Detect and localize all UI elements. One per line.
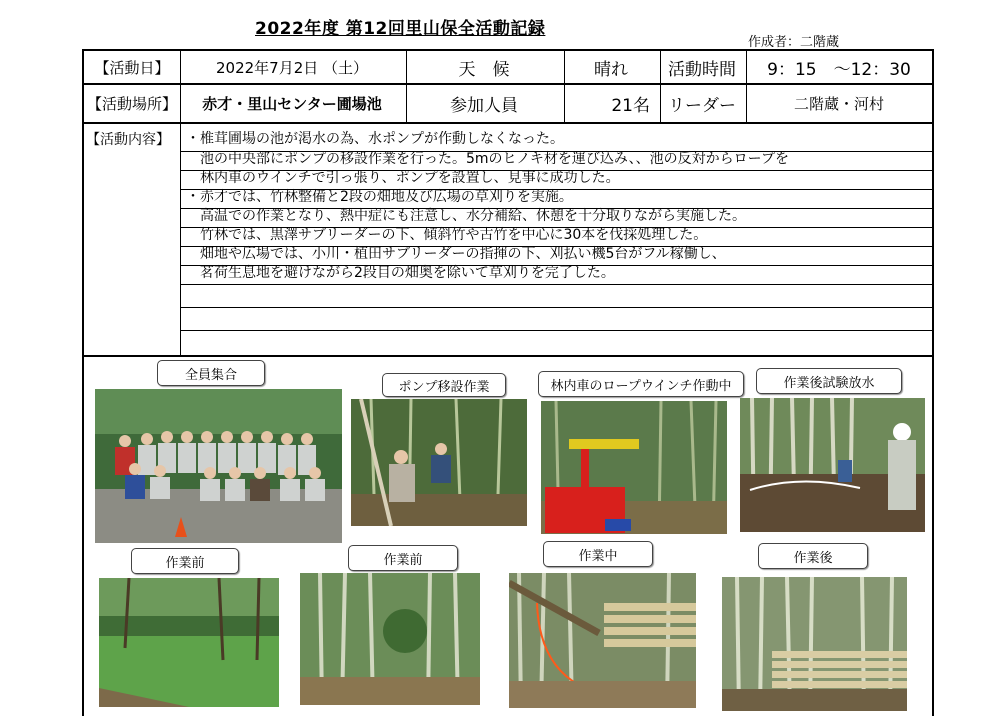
content-line-6: 竹林では、黒澤サブリーダーの下、傾斜竹や古竹を中心に30本を伐採処理した。 bbox=[186, 227, 708, 243]
leader-value: 二階蔵・河村 bbox=[793, 95, 884, 113]
leader-label: リーダー bbox=[668, 96, 736, 116]
content-line-7: 畑地や広場では、小川・植田サブリーダーの指揮の下、刈払い機5台がフル稼働し、 bbox=[186, 246, 726, 262]
content-line-3: 林内車のウインチで引っ張り、ポンプを設置し、見事に成功した。 bbox=[186, 170, 620, 186]
during-photo bbox=[509, 573, 696, 708]
place-value: 赤才・里山センター圃場池 bbox=[202, 95, 382, 113]
content-line-5: 高温での作業となり、熱中症にも注意し、水分補給、休憩を十分取りながら実施した。 bbox=[186, 208, 746, 224]
caption-before-2: 作業前 bbox=[348, 545, 458, 571]
caption-all-members: 全員集合 bbox=[157, 360, 265, 386]
time-value: 9：15 ～12：30 bbox=[767, 59, 911, 80]
group-photo bbox=[95, 389, 342, 543]
caption-pump-relocation: ポンプ移設作業 bbox=[382, 373, 506, 397]
rope-winch-photo bbox=[541, 401, 727, 534]
author-line: 作成者：二階蔵 bbox=[748, 35, 840, 50]
caption-before-1: 作業前 bbox=[131, 548, 239, 574]
caption-during: 作業中 bbox=[543, 541, 653, 567]
date-label: 【活動日】 bbox=[94, 58, 170, 77]
content-line-4: ・赤才では、竹林整備と2段の畑地及び広場の草刈りを実施。 bbox=[186, 189, 573, 205]
caption-test-discharge: 作業後試験放水 bbox=[756, 368, 902, 394]
time-label: 活動時間 bbox=[668, 59, 736, 80]
caption-rope-winch: 林内車のロープウインチ作動中 bbox=[538, 371, 744, 397]
caption-after: 作業後 bbox=[758, 543, 868, 569]
people-label: 参加人員 bbox=[450, 96, 518, 116]
test-discharge-photo bbox=[740, 398, 925, 532]
page-title: 2022年度 第12回里山保全活動記録 bbox=[255, 19, 546, 39]
weather-label: 天 候 bbox=[458, 59, 510, 80]
content-label: 【活動内容】 bbox=[86, 132, 170, 148]
after-photo bbox=[722, 577, 907, 711]
content-line-8: 茗荷生息地を避けながら2段目の畑奥を除いて草刈りを完了した。 bbox=[186, 265, 615, 281]
date-value: 2022年7月2日 （土） bbox=[215, 58, 369, 77]
content-line-1: ・椎茸圃場の池が渇水の為、水ポンプが作動しなくなった。 bbox=[186, 131, 564, 147]
pump-relocation-photo bbox=[351, 399, 527, 526]
weather-value: 晴れ bbox=[594, 59, 628, 80]
people-value: 21名 bbox=[611, 96, 650, 116]
before-photo-2 bbox=[300, 573, 480, 705]
place-label: 【活動場所】 bbox=[86, 95, 177, 113]
before-photo-1 bbox=[99, 578, 279, 707]
content-line-2: 池の中央部にポンプの移設作業を行った。5mのヒノキ材を運び込み、、池の反対からロープを bbox=[186, 151, 789, 167]
